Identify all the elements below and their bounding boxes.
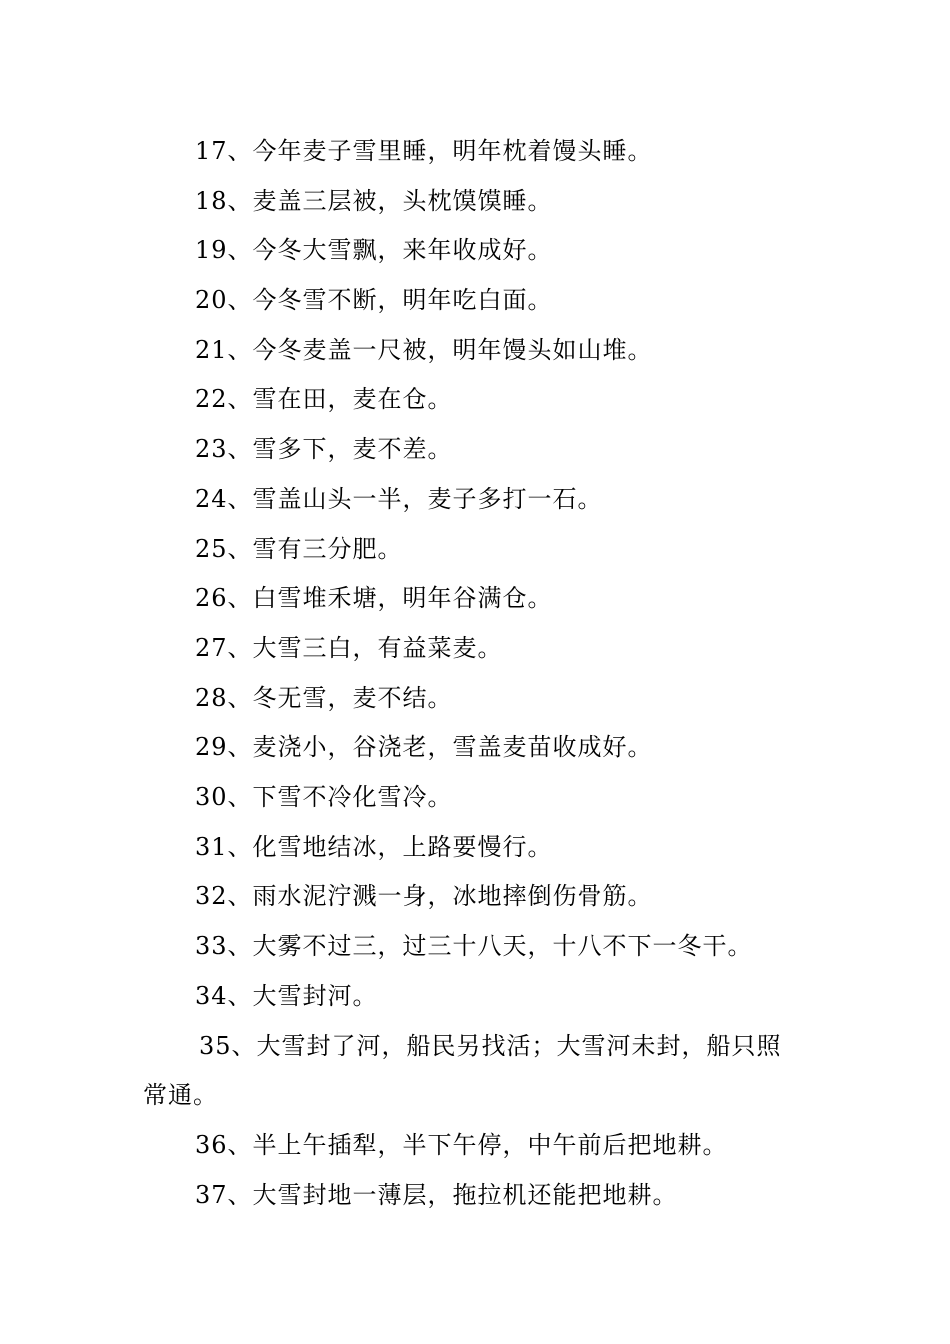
proverb-37: 37、大雪封地一薄层，拖拉机还能把地耕。: [195, 1181, 678, 1209]
proverb-20: 20、今冬雪不断，明年吃白面。: [195, 286, 553, 314]
proverb-30: 30、下雪不冷化雪冷。: [195, 783, 453, 811]
proverb-28: 28、冬无雪，麦不结。: [195, 684, 453, 712]
proverb-32: 32、雨水泥泞溅一身，冰地摔倒伤骨筋。: [195, 882, 653, 910]
proverb-24: 24、雪盖山头一半，麦子多打一石。: [195, 485, 603, 513]
proverb-25: 25、雪有三分肥。: [195, 535, 403, 563]
proverb-31: 31、化雪地结冰，上路要慢行。: [195, 833, 553, 861]
proverb-18: 18、麦盖三层被，头枕馍馍睡。: [195, 187, 553, 215]
proverb-33: 33、大雾不过三，过三十八天，十八不下一冬干。: [195, 932, 753, 960]
proverb-35-continued: 常通。: [143, 1081, 218, 1109]
proverb-17: 17、今年麦子雪里睡，明年枕着馒头睡。: [195, 137, 653, 165]
proverb-22: 22、雪在田，麦在仓。: [195, 385, 453, 413]
proverb-27: 27、大雪三白，有益菜麦。: [195, 634, 503, 662]
proverb-23: 23、雪多下，麦不差。: [195, 435, 453, 463]
proverb-34: 34、大雪封河。: [195, 982, 378, 1010]
proverb-29: 29、麦浇小，谷浇老，雪盖麦苗收成好。: [195, 733, 653, 761]
proverb-35: 35、大雪封了河，船民另找活；大雪河未封，船只照: [199, 1032, 782, 1060]
proverb-21: 21、今冬麦盖一尺被，明年馒头如山堆。: [195, 336, 653, 364]
proverb-26: 26、白雪堆禾塘，明年谷满仓。: [195, 584, 553, 612]
proverb-19: 19、今冬大雪飘，来年收成好。: [195, 236, 553, 264]
proverb-36: 36、半上午插犁，半下午停，中午前后把地耕。: [195, 1131, 728, 1159]
